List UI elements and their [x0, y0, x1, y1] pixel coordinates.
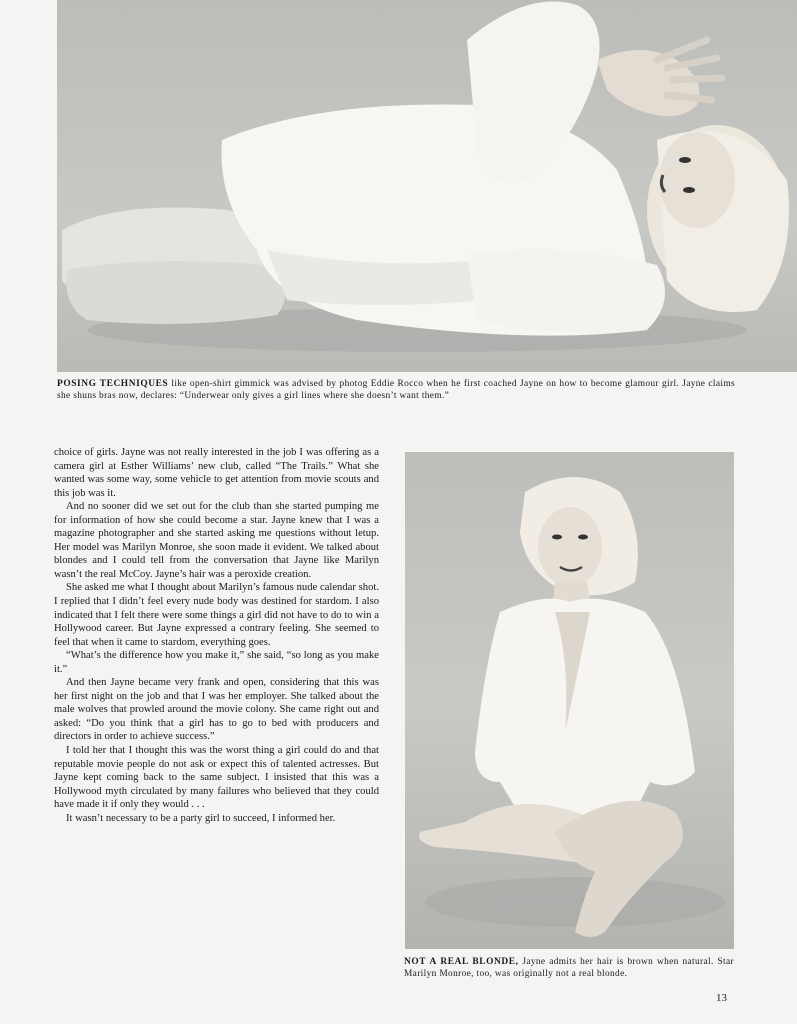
article-paragraph: “What’s the difference how you make it,” she said, “so long as you make it.” [54, 650, 379, 675]
top-photo-illustration [57, 0, 797, 372]
caption-text: Jayne admits her hair is brown when natural. Star Marilyn Monroe, too, was originally not a real blonde. [404, 957, 734, 979]
article-body [54, 446, 379, 825]
article-paragraph: She asked me what I thought about Marilyn’s famous nude calendar shot. I replied that I didn’t feel every nude body was destined for stardom. I also indicated that I felt there were some things a girl did not have to do to win a Hollywood career. But Jayne expressed a contrary feeling. She seemed to feel that when it came to stardom, everything goes. [54, 582, 379, 648]
article-paragraph: I told her that I thought this was the worst thing a girl could do and that reputable movie people do not ask or expect this of talented actresses. But Jayne kept coming back to the same subject. I insisted that this was a Hollywood myth circulated by many failures who believed that they could have made it if only they would . . . [54, 745, 379, 811]
top-photo-caption [57, 379, 735, 402]
page-number: 13 [716, 992, 727, 1004]
top-photo [57, 0, 797, 372]
right-photo-illustration [405, 452, 734, 949]
article-paragraph: choice of girls. Jayne was not really interested in the job I was offering as a camera girl at Esther Williams’ new club, called “The Trails.” What she wanted was some way, some vehicle to get attention from movie scouts and this job was it. [54, 447, 379, 499]
caption-lead: NOT A REAL BLONDE, [404, 957, 519, 967]
caption-text: like open-shirt gimmick was advised by photog Eddie Rocco when he first coached Jayne on how to become glamour girl. Jayne claims she shuns bras now, declares: “Underwear only gives a girl lines where she doesn’t want them.” [57, 379, 735, 401]
right-photo-caption [404, 957, 734, 980]
article-paragraph: And no sooner did we set out for the club than she started pumping me for information of how she could become a star. Jayne knew that I was a magazine photographer and she started asking me questions without letup. Her model was Marilyn Monroe, she soon made it evident. We talked about blondes and I could tell from the conversation that Jayne like Marilyn wasn’t the real McCoy. Jayne’s hair was a peroxide creation. [54, 501, 379, 580]
article-paragraph: It wasn’t necessary to be a party girl to succeed, I informed her. [66, 812, 336, 824]
right-photo [405, 452, 734, 949]
caption-lead: POSING TECHNIQUES [57, 379, 169, 389]
article-paragraph: And then Jayne became very frank and open, considering that this was her first night on the job and that I was her employer. She talked about the male wolves that prowled around the movie colony. She came right out and asked: “Do you think that a girl has to go to bed with producers and directors in order to achieve success.” [54, 677, 379, 743]
